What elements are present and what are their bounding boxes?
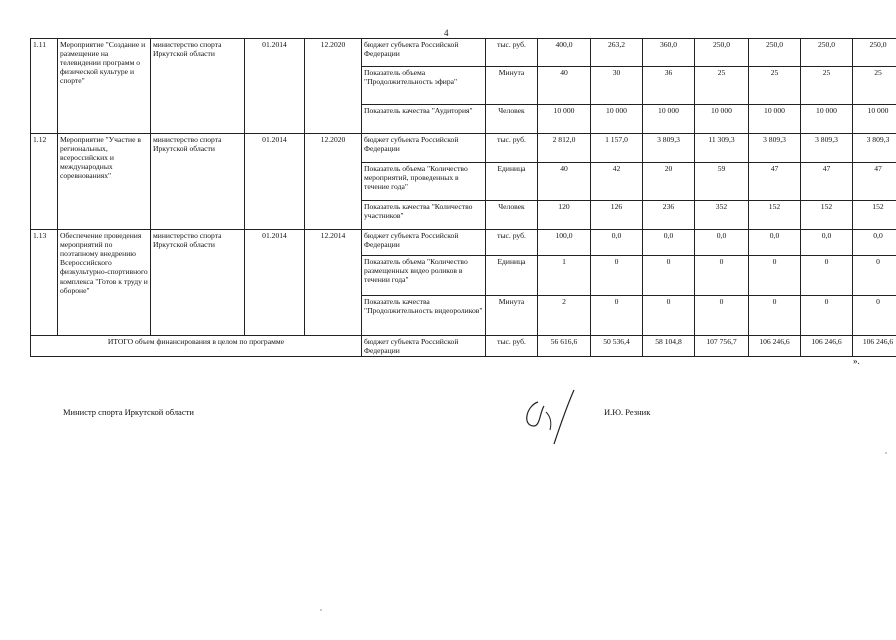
scan-speck: [885, 452, 887, 454]
program-table: [30, 38, 896, 357]
unit: Минута: [486, 296, 538, 336]
value-cell: 11 309,3: [695, 134, 749, 163]
value-cell: 3 809,3: [643, 134, 695, 163]
total-label: ИТОГО объем финансирования в целом по программе: [31, 336, 362, 357]
value-cell: 250,0: [801, 39, 853, 67]
value-cell: 30: [591, 67, 643, 105]
item-number: 1.12: [31, 134, 58, 230]
value-cell: 250,0: [695, 39, 749, 67]
funding-source: Показатель качества "Количество участников": [362, 201, 486, 230]
total-value-cell: 106 246,6: [853, 336, 896, 357]
value-cell: 25: [801, 67, 853, 105]
total-value-cell: 106 246,6: [749, 336, 801, 357]
end-date: 12.2020: [305, 134, 362, 230]
executor: министерство спорта Иркутской области: [151, 230, 245, 336]
value-cell: 0: [749, 256, 801, 296]
value-cell: 10 000: [643, 105, 695, 134]
value-cell: 42: [591, 163, 643, 201]
value-cell: 0: [801, 256, 853, 296]
value-cell: 0,0: [695, 230, 749, 256]
value-cell: 59: [695, 163, 749, 201]
item-number: 1.11: [31, 39, 58, 134]
value-cell: 36: [643, 67, 695, 105]
value-cell: 0: [695, 296, 749, 336]
value-cell: 0: [643, 256, 695, 296]
funding-source: Показатель качества "Аудитория": [362, 105, 486, 134]
value-cell: 25: [853, 67, 896, 105]
value-cell: 10 000: [801, 105, 853, 134]
value-cell: 0,0: [801, 230, 853, 256]
unit: Человек: [486, 201, 538, 230]
value-cell: 250,0: [749, 39, 801, 67]
unit: Единица: [486, 163, 538, 201]
unit: тыс. руб.: [486, 230, 538, 256]
start-date: 01.2014: [245, 230, 305, 336]
table-body: [31, 39, 896, 357]
value-cell: 250,0: [853, 39, 896, 67]
end-date: 12.2014: [305, 230, 362, 336]
value-cell: 263,2: [591, 39, 643, 67]
activity-name: Мероприятие "Создание и размещение на телевидении программ о физической культуре и спорте": [58, 39, 151, 134]
activity-name: Обеспечение проведения мероприятий по поэтапному внедрению Всероссийского физкультурно-спортивного комплекса "Готов к труду и обороне": [58, 230, 151, 336]
table-row: [31, 39, 896, 67]
value-cell: 10 000: [853, 105, 896, 134]
value-cell: 0: [749, 296, 801, 336]
unit: Минута: [486, 67, 538, 105]
value-cell: 20: [643, 163, 695, 201]
value-cell: 2 812,0: [538, 134, 591, 163]
signature-image: [516, 382, 596, 452]
value-cell: 152: [801, 201, 853, 230]
value-cell: 25: [749, 67, 801, 105]
total-value-cell: 56 616,6: [538, 336, 591, 357]
signer-title: Министр спорта Иркутской области: [63, 407, 194, 417]
value-cell: 152: [749, 201, 801, 230]
unit: тыс. руб.: [486, 336, 538, 357]
scan-speck: [320, 609, 322, 611]
value-cell: 1 157,0: [591, 134, 643, 163]
total-value-cell: 106 246,6: [801, 336, 853, 357]
funding-source: бюджет субъекта Российской Федерации: [362, 230, 486, 256]
funding-source: бюджет субъекта Российской Федерации: [362, 336, 486, 357]
start-date: 01.2014: [245, 134, 305, 230]
funding-source: Показатель объема "Количество размещенных видео роликов в течении года": [362, 256, 486, 296]
signer-name: И.Ю. Резник: [604, 407, 651, 417]
value-cell: 0: [801, 296, 853, 336]
executor: министерство спорта Иркутской области: [151, 134, 245, 230]
value-cell: 0,0: [853, 230, 896, 256]
item-number: 1.13: [31, 230, 58, 336]
total-row: [31, 336, 896, 357]
value-cell: 3 809,3: [801, 134, 853, 163]
value-cell: 25: [695, 67, 749, 105]
value-cell: 120: [538, 201, 591, 230]
end-date: 12.2020: [305, 39, 362, 134]
funding-source: бюджет субъекта Российской Федерации: [362, 134, 486, 163]
value-cell: 152: [853, 201, 896, 230]
table-row: [31, 134, 896, 163]
value-cell: 126: [591, 201, 643, 230]
unit: тыс. руб.: [486, 39, 538, 67]
total-value-cell: 107 756,7: [695, 336, 749, 357]
activity-name: Мероприятие "Участие в региональных, всероссийских и международных соревнованиях": [58, 134, 151, 230]
value-cell: 0: [591, 256, 643, 296]
value-cell: 10 000: [749, 105, 801, 134]
funding-source: Показатель качества "Продолжительность видеороликов": [362, 296, 486, 336]
value-cell: 352: [695, 201, 749, 230]
value-cell: 3 809,3: [749, 134, 801, 163]
unit: Единица: [486, 256, 538, 296]
start-date: 01.2014: [245, 39, 305, 134]
page-number: 4: [444, 28, 449, 38]
value-cell: 236: [643, 201, 695, 230]
value-cell: 47: [801, 163, 853, 201]
table-row: [31, 230, 896, 256]
value-cell: 40: [538, 163, 591, 201]
value-cell: 0,0: [591, 230, 643, 256]
unit: Человек: [486, 105, 538, 134]
value-cell: 360,0: [643, 39, 695, 67]
value-cell: 3 809,3: [853, 134, 896, 163]
value-cell: 40: [538, 67, 591, 105]
value-cell: 2: [538, 296, 591, 336]
value-cell: 0: [591, 296, 643, 336]
value-cell: 10 000: [695, 105, 749, 134]
funding-source: бюджет субъекта Российской Федерации: [362, 39, 486, 67]
value-cell: 0: [643, 296, 695, 336]
funding-source: Показатель объема "Количество мероприятий, проведенных в течение года": [362, 163, 486, 201]
value-cell: 1: [538, 256, 591, 296]
value-cell: 0: [853, 256, 896, 296]
funding-source: Показатель объема "Продолжительность эфира": [362, 67, 486, 105]
value-cell: 0: [695, 256, 749, 296]
executor: министерство спорта Иркутской области: [151, 39, 245, 134]
closing-quote-mark: ».: [853, 356, 860, 366]
value-cell: 0: [853, 296, 896, 336]
value-cell: 10 000: [591, 105, 643, 134]
value-cell: 400,0: [538, 39, 591, 67]
value-cell: 0,0: [749, 230, 801, 256]
value-cell: 100,0: [538, 230, 591, 256]
value-cell: 47: [749, 163, 801, 201]
value-cell: 47: [853, 163, 896, 201]
total-value-cell: 50 536,4: [591, 336, 643, 357]
value-cell: 10 000: [538, 105, 591, 134]
total-value-cell: 58 104,8: [643, 336, 695, 357]
unit: тыс. руб.: [486, 134, 538, 163]
value-cell: 0,0: [643, 230, 695, 256]
